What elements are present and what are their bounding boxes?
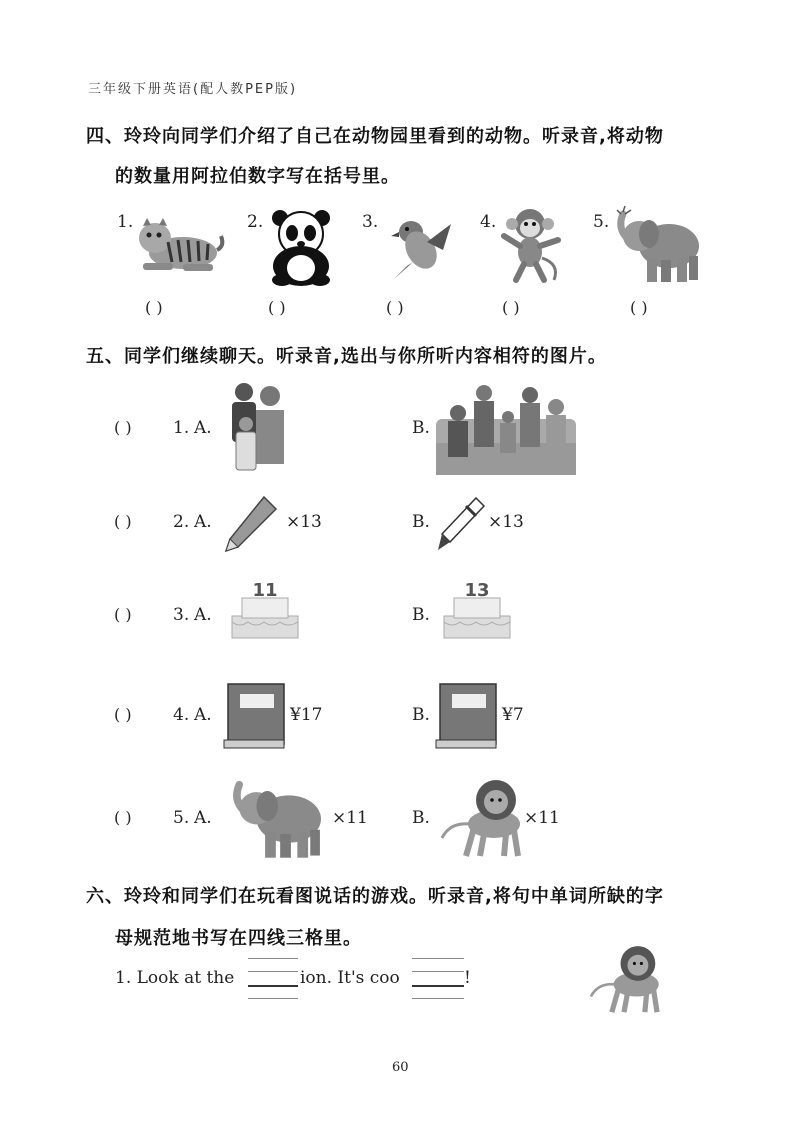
animal-item-number: 4. <box>480 212 497 232</box>
question-number: 1. <box>173 418 190 438</box>
price-text: ¥7 <box>502 705 524 725</box>
option-a-label: A. <box>194 705 212 725</box>
quantity-text: ×13 <box>286 512 322 532</box>
question-number: 2. <box>173 512 190 532</box>
option-b-label: B. <box>412 605 430 625</box>
cake-11-icon <box>228 576 302 642</box>
section-4-title-line1: 四、玲玲向同学们介绍了自己在动物园里看到的动物。听录音,将动物 <box>86 126 664 147</box>
section-5-title: 五、同学们继续聊天。听录音,选出与你所听内容相符的图片。 <box>86 346 607 367</box>
lion-icon <box>434 778 526 860</box>
answer-blank[interactable]: ( ) <box>502 298 520 317</box>
monkey-icon <box>498 206 564 284</box>
section-4-title-line2: 的数量用阿拉伯数字写在括号里。 <box>115 166 400 187</box>
option-b-label: B. <box>412 512 430 532</box>
option-a-label: A. <box>194 605 212 625</box>
answer-blank[interactable]: ( ) <box>114 418 132 437</box>
option-b-label: B. <box>412 705 430 725</box>
book-header: 三年级下册英语(配人教PEP版) <box>88 82 298 97</box>
panda-icon <box>268 208 336 286</box>
tiger-icon <box>133 208 223 278</box>
lion-icon <box>584 944 664 1016</box>
small-family-icon <box>226 380 288 474</box>
sentence-middle: ion. It's coo <box>300 968 400 988</box>
question-number: 3. <box>173 605 190 625</box>
cake-candle-number: 11 <box>252 580 278 601</box>
big-family-icon <box>436 383 576 475</box>
section-6-title-line2: 母规范地书写在四线三格里。 <box>115 928 362 949</box>
cake-13-icon <box>440 576 514 642</box>
book-icon <box>224 682 286 750</box>
pen-icon <box>436 496 486 552</box>
answer-blank[interactable]: ( ) <box>114 705 132 724</box>
answer-blank[interactable]: ( ) <box>268 298 286 317</box>
answer-blank[interactable]: ( ) <box>630 298 648 317</box>
sentence-end: ! <box>464 968 471 988</box>
section-6-title-line1: 六、玲玲和同学们在玩看图说话的游戏。听录音,将句中单词所缺的字 <box>86 886 664 907</box>
answer-blank[interactable]: ( ) <box>114 605 132 624</box>
question-number: 5. <box>173 808 190 828</box>
option-b-label: B. <box>412 418 430 438</box>
bird-icon <box>383 210 453 282</box>
answer-blank[interactable]: ( ) <box>386 298 404 317</box>
cake-candle-number: 13 <box>464 580 490 601</box>
option-a-label: A. <box>194 808 212 828</box>
animal-item-number: 5. <box>593 212 610 232</box>
price-text: ¥17 <box>290 705 323 725</box>
animal-item-number: 2. <box>247 212 264 232</box>
question-number: 4. <box>173 705 190 725</box>
page-number: 60 <box>392 1060 409 1075</box>
option-a-label: A. <box>194 512 212 532</box>
animal-item-number: 1. <box>117 212 134 232</box>
elephant-icon <box>228 776 328 862</box>
animal-item-number: 3. <box>362 212 379 232</box>
option-a-label: A. <box>194 418 212 438</box>
pencil-icon <box>224 495 278 553</box>
answer-blank[interactable]: ( ) <box>114 808 132 827</box>
quantity-text: ×11 <box>332 808 368 828</box>
answer-blank[interactable]: ( ) <box>114 512 132 531</box>
option-b-label: B. <box>412 808 430 828</box>
quantity-text: ×11 <box>524 808 560 828</box>
answer-blank[interactable]: ( ) <box>145 298 163 317</box>
quantity-text: ×13 <box>488 512 524 532</box>
elephant-icon <box>613 206 705 286</box>
book-icon <box>436 682 498 750</box>
sentence-prefix: 1. Look at the <box>115 968 235 988</box>
